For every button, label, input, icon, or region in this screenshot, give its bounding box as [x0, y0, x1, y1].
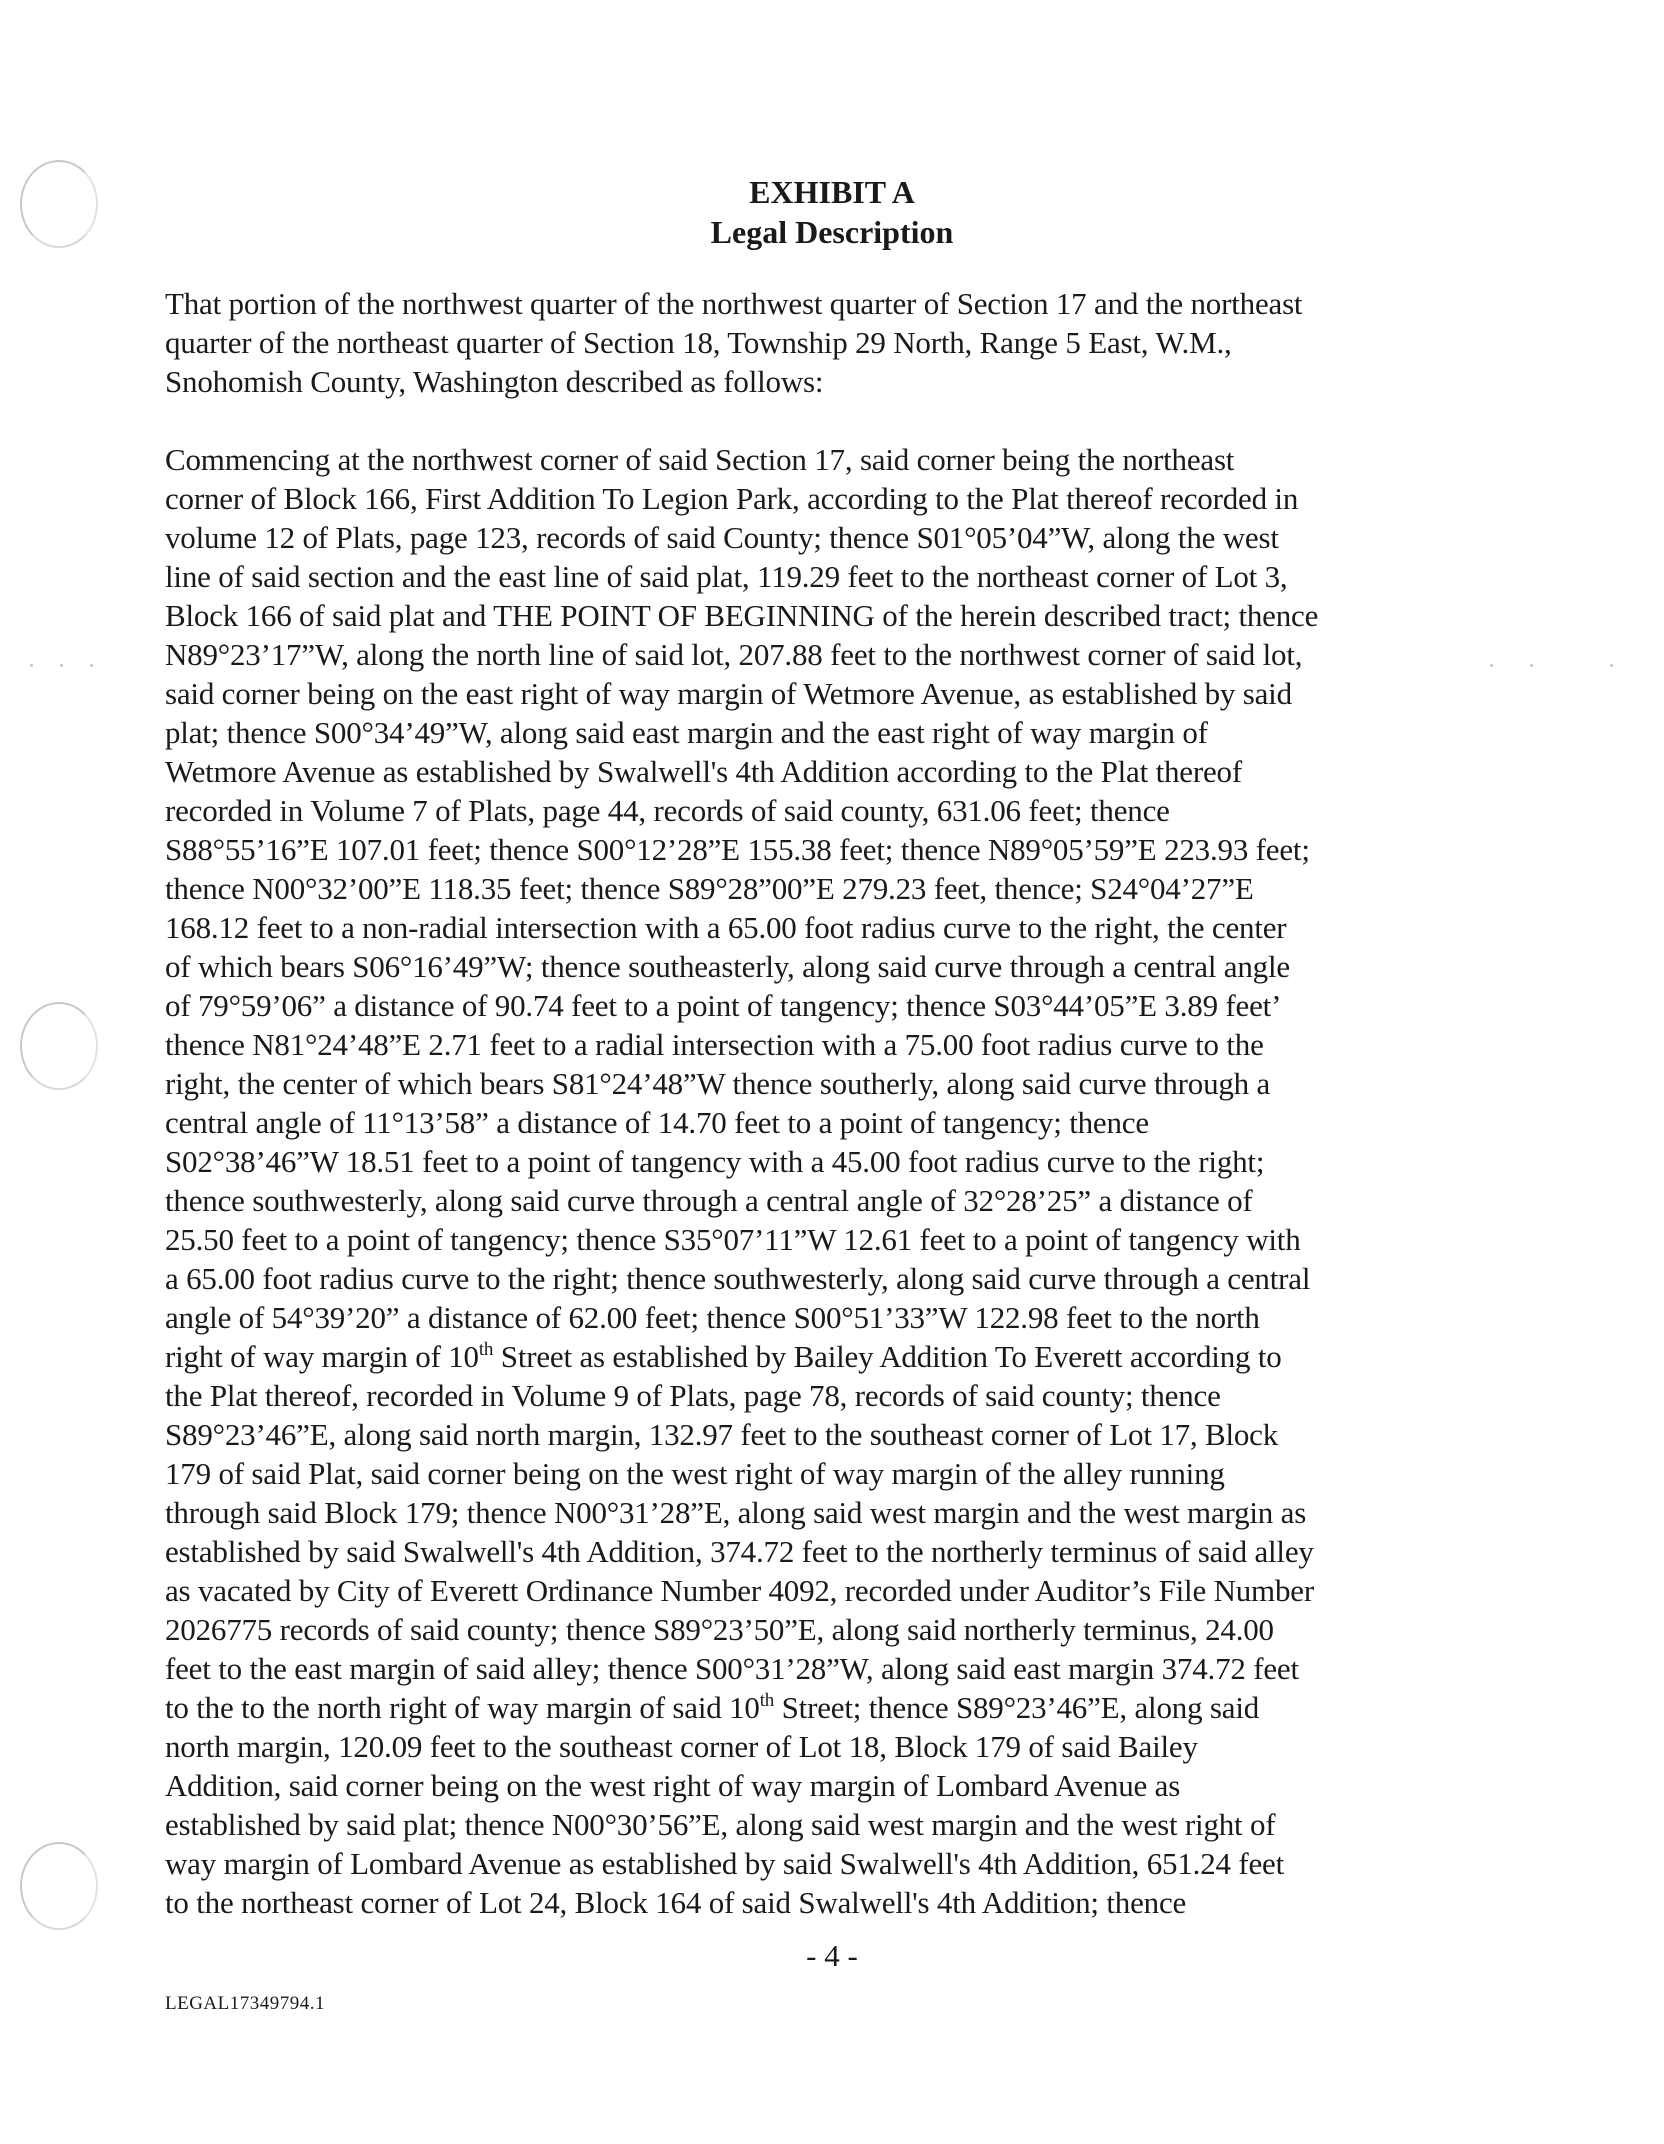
document-id: LEGAL17349794.1: [165, 1993, 326, 2014]
text-line: 179 of said Plat, said corner being on the west right of way margin of the alley running: [165, 1456, 1225, 1491]
text-line: S02°38’46”W 18.51 feet to a point of tangency with a 45.00 foot radius curve to the right;: [165, 1144, 1265, 1179]
text-line: Addition, said corner being on the west right of way margin of Lombard Avenue as: [165, 1768, 1181, 1803]
punch-hole-middle: [20, 1002, 98, 1090]
legal-description-body: [165, 284, 1455, 1961]
text-line: S89°23’46”E, along said north margin, 132.97 feet to the southeast corner of Lot 17, Block: [165, 1417, 1279, 1452]
exhibit-title: EXHIBIT A: [749, 174, 915, 210]
scan-speck: [1490, 664, 1493, 667]
text-line: central angle of 11°13’58” a distance of 14.70 feet to a point of tangency; thence: [165, 1105, 1149, 1140]
text-segment: to the to the north right of way margin of said 10: [165, 1690, 760, 1725]
text-line: N89°23’17”W, along the north line of said lot, 207.88 feet to the northwest corner of said lot,: [165, 637, 1303, 672]
exhibit-subtitle: Legal Description: [710, 214, 954, 250]
text-line: through said Block 179; thence N00°31’28”E, along said west margin and the west margin as: [165, 1495, 1307, 1530]
text-line: the Plat thereof, recorded in Volume 9 of Plats, page 78, records of said county; thence: [165, 1378, 1221, 1413]
text-line: [165, 1337, 1455, 1376]
text-line: angle of 54°39’20” a distance of 62.00 feet; thence S00°51’33”W 122.98 feet to the north: [165, 1300, 1260, 1335]
text-line: quarter of the northeast quarter of Section 18, Township 29 North, Range 5 East, W.M.,: [165, 325, 1232, 360]
text-line: volume 12 of Plats, page 123, records of said County; thence S01°05’04”W, along the west: [165, 520, 1279, 555]
text-line: [165, 1688, 1455, 1727]
punch-hole-bottom: [20, 1842, 98, 1930]
ordinal-suffix: th: [478, 1339, 494, 1360]
text-line: thence N00°32’00”E 118.35 feet; thence S89°28”00”E 279.23 feet, thence; S24°04’27”E: [165, 871, 1254, 906]
text-line: of 79°59’06” a distance of 90.74 feet to a point of tangency; thence S03°44’05”E 3.89 feet’: [165, 988, 1282, 1023]
text-line: Commencing at the northwest corner of said Section 17, said corner being the northeast: [165, 442, 1235, 477]
text-line: Block 166 of said plat and THE POINT OF BEGINNING of the herein described tract; thence: [165, 598, 1319, 633]
ordinal-suffix: th: [759, 1690, 775, 1711]
text-line: of which bears S06°16’49”W; thence southeasterly, along said curve through a central angle: [165, 949, 1290, 984]
paragraph: [165, 440, 1455, 1922]
text-line: to the northeast corner of Lot 24, Block 164 of said Swalwell's 4th Addition; thence: [165, 1885, 1187, 1920]
text-line: right, the center of which bears S81°24’48”W thence southerly, along said curve through a: [165, 1066, 1271, 1101]
text-line: S88°55’16”E 107.01 feet; thence S00°12’28”E 155.38 feet; thence N89°05’59”E 223.93 feet;: [165, 832, 1310, 867]
text-line: 168.12 feet to a non-radial intersection with a 65.00 foot radius curve to the right, the center: [165, 910, 1287, 945]
text-line: a 65.00 foot radius curve to the right; thence southwesterly, along said curve through a central: [165, 1261, 1311, 1296]
text-segment: Street as established by Bailey Addition To Everett according to: [493, 1339, 1282, 1374]
text-line: feet to the east margin of said alley; thence S00°31’28”W, along said east margin 374.72 feet: [165, 1651, 1299, 1686]
text-segment: Street; thence S89°23’46”E, along said: [774, 1690, 1260, 1725]
text-line: way margin of Lombard Avenue as established by said Swalwell's 4th Addition, 651.24 feet: [165, 1846, 1285, 1881]
scan-speck: [90, 664, 93, 667]
text-line: Wetmore Avenue as established by Swalwell's 4th Addition according to the Plat thereof: [165, 754, 1242, 789]
text-line: 25.50 feet to a point of tangency; thence S35°07’11”W 12.61 feet to a point of tangency with: [165, 1222, 1301, 1257]
text-line: line of said section and the east line of said plat, 119.29 feet to the northeast corner of Lot 3,: [165, 559, 1288, 594]
text-line: plat; thence S00°34’49”W, along said east margin and the east right of way margin of: [165, 715, 1208, 750]
scan-speck: [60, 664, 63, 667]
text-line: That portion of the northwest quarter of the northwest quarter of Section 17 and the northeast: [165, 286, 1303, 321]
scan-speck: [1530, 664, 1533, 667]
page-number: - 4 -: [806, 1938, 858, 1973]
text-line: established by said Swalwell's 4th Addition, 374.72 feet to the northerly terminus of said alley: [165, 1534, 1314, 1569]
text-line: north margin, 120.09 feet to the southeast corner of Lot 18, Block 179 of said Bailey: [165, 1729, 1198, 1764]
text-line: 2026775 records of said county; thence S89°23’50”E, along said northerly terminus, 24.00: [165, 1612, 1274, 1647]
text-line: thence southwesterly, along said curve through a central angle of 32°28’25” a distance of: [165, 1183, 1253, 1218]
text-line: said corner being on the east right of way margin of Wetmore Avenue, as established by said: [165, 676, 1292, 711]
scan-speck: [1610, 664, 1613, 667]
scan-speck: [30, 664, 33, 667]
exhibit-header: [0, 172, 1664, 252]
text-line: established by said plat; thence N00°30’56”E, along said west margin and the west right of: [165, 1807, 1276, 1842]
text-line: recorded in Volume 7 of Plats, page 44, records of said county, 631.06 feet; thence: [165, 793, 1170, 828]
text-line: thence N81°24’48”E 2.71 feet to a radial intersection with a 75.00 foot radius curve to the: [165, 1027, 1264, 1062]
text-segment: right of way margin of 10: [165, 1339, 479, 1374]
text-line: Snohomish County, Washington described as follows:: [165, 364, 824, 399]
text-line: as vacated by City of Everett Ordinance Number 4092, recorded under Auditor’s File Number: [165, 1573, 1314, 1608]
paragraph: [165, 284, 1455, 401]
text-line: corner of Block 166, First Addition To Legion Park, according to the Plat thereof recorded in: [165, 481, 1299, 516]
